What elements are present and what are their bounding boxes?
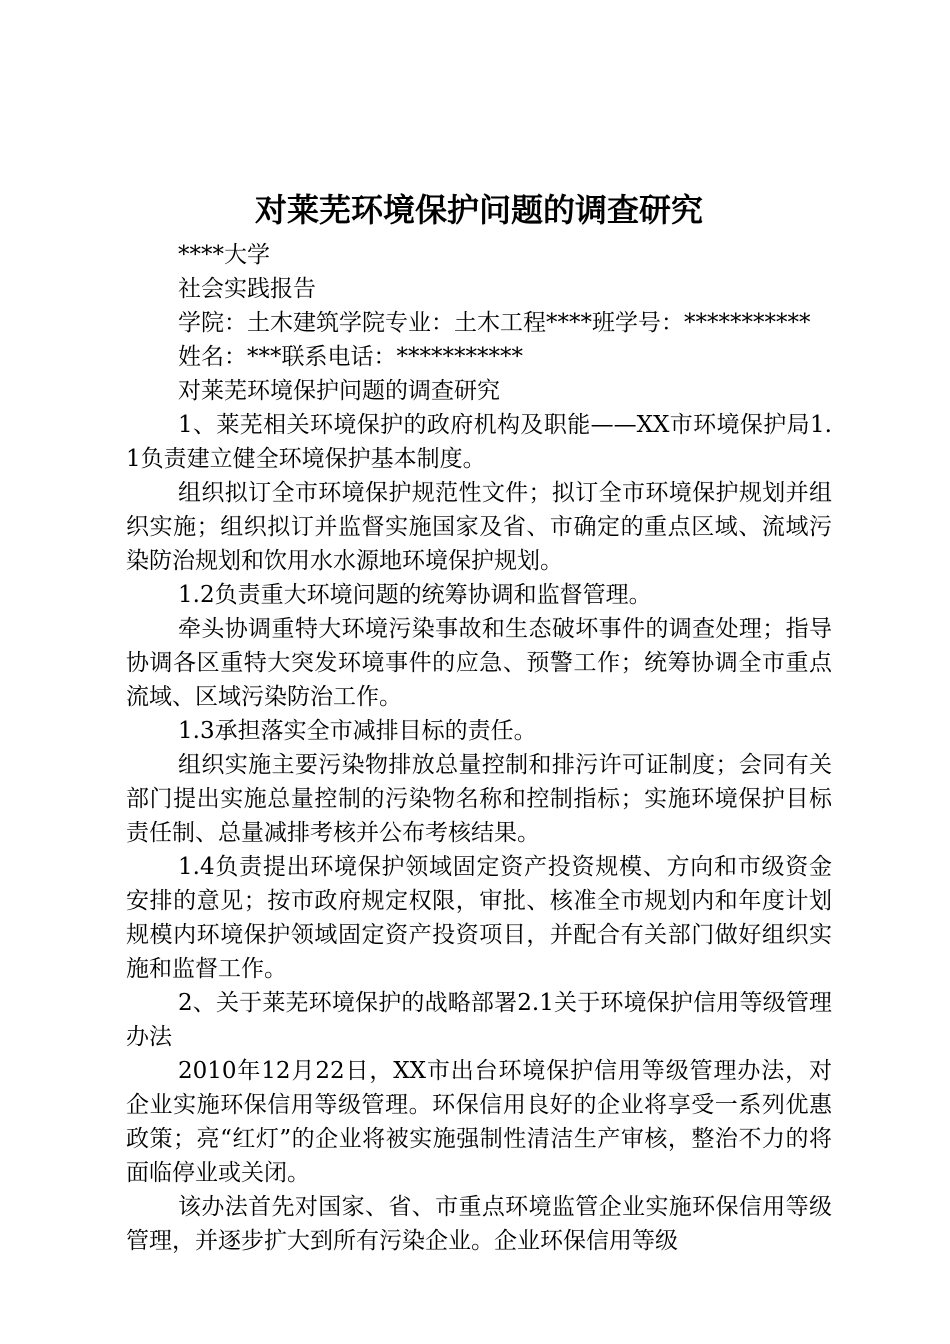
paragraph-2-1-continued: 该办法首先对国家、省、市重点环境监管企业实施环保信用等级管理，并逐步扩大到所有污染企业。企业环保信用等级 [126,1194,832,1254]
document-title: 对莱芜环境保护问题的调查研究 [254,191,703,229]
paragraph-college-info: 学院：土木建筑学院专业：土木工程****班学号：*********** [178,310,811,336]
paragraph-report-type: 社会实践报告 [178,276,316,302]
paragraph-1-2-detail: 牵头协调重特大环境污染事故和生态破坏事件的调查处理；指导协调各区重特大突发环境事件的应急、预警工作；统筹协调全市重点流域、区域污染防治工作。 [126,616,832,710]
paragraph-1-4: 1.4负责提出环境保护领域固定资产投资规模、方向和市级资金安排的意见；按市政府规定权限，审批、核准全市规划内和年度计划规模内环境保护领域固定资产投资项目，并配合有关部门做好组织实施和监督工作。 [126,854,832,982]
paragraph-1-3-detail: 组织实施主要污染物排放总量控制和排污许可证制度；会同有关部门提出实施总量控制的污染物名称和控制指标；实施环境保护目标责任制、总量减排考核并公布考核结果。 [126,752,832,846]
paragraph-subtitle: 对莱芜环境保护问题的调查研究 [178,378,500,404]
paragraph-1-3-heading: 1.3承担落实全市减排目标的责任。 [178,718,537,744]
paragraph-section-1: 1、莱芜相关环境保护的政府机构及职能——XX市环境保护局1.1负责建立健全环境保护基本制度。 [126,412,832,472]
paragraph-1-2-heading: 1.2负责重大环境问题的统筹协调和监督管理。 [178,582,652,608]
paragraph-1-1-detail: 组织拟订全市环境保护规范性文件；拟订全市环境保护规划并组织实施；组织拟订并监督实施国家及省、市确定的重点区域、流域污染防治规划和饮用水水源地环境保护规划。 [126,480,832,574]
paragraph-section-2: 2、关于莱芜环境保护的战略部署2.1关于环境保护信用等级管理办法 [126,990,832,1050]
document-page [126,186,832,1258]
paragraph-university: ****大学 [178,242,270,268]
paragraph-2-1-detail: 2010年12月22日，XX市出台环境保护信用等级管理办法，对企业实施环保信用等级管理。环保信用良好的企业将享受一系列优惠政策；亮“红灯”的企业将被实施强制性清洁生产审核，整治不力的将面临停业或关闭。 [126,1058,832,1186]
paragraph-contact-info: 姓名：***联系电话：*********** [178,344,523,370]
